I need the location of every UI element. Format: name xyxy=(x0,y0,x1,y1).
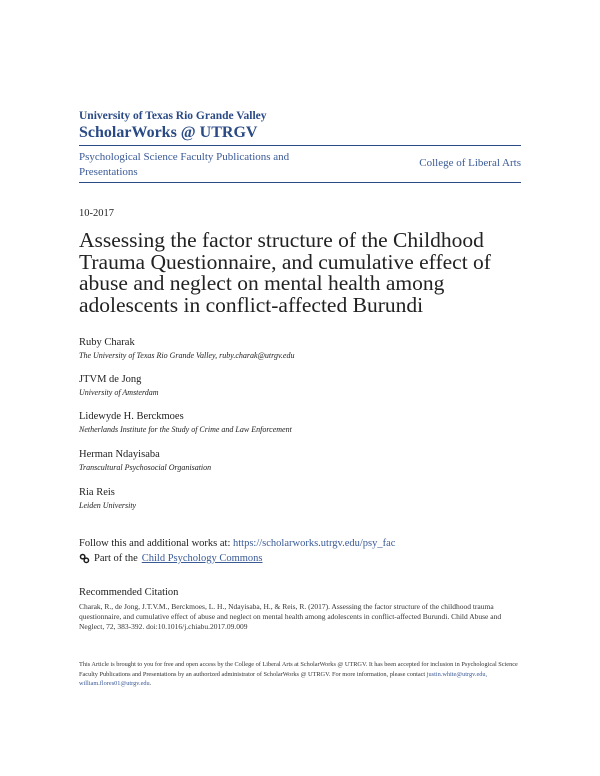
divider-top xyxy=(79,145,521,146)
author-block xyxy=(79,486,136,511)
collection-link-left[interactable]: Psychological Science Faculty Publications and Presentations xyxy=(79,151,290,178)
institution-header xyxy=(79,110,267,142)
commons-link[interactable]: Child Psychology Commons xyxy=(141,553,263,564)
divider-bottom xyxy=(79,182,521,183)
follow-line xyxy=(79,538,395,549)
follow-text: Follow this and additional works at: xyxy=(79,538,233,549)
author-affiliation: The University of Texas Rio Grande Valley, ruby.charak@utrgv.edu xyxy=(79,351,295,360)
author-affiliation: University of Amsterdam xyxy=(79,388,159,397)
author-affiliation: Leiden University xyxy=(79,501,137,510)
footer-end: . xyxy=(149,680,152,687)
repository-name-link[interactable]: ScholarWorks @ UTRGV xyxy=(79,124,258,141)
contact-email-link[interactable]: justin.white@utrgv.edu, william.flores01@utrgv.edu xyxy=(79,670,488,687)
author-block xyxy=(79,410,292,435)
recommended-citation-text: Charak, R., de Jong, J.T.V.M., Berckmoes, L. H., Ndayisaba, H., & Reis, R. (2017). Assessing the factor structure of the childhood trauma questionnaire, and cumulative effect of abuse and neglect on mental health among adolescents in conflict-affected Burundi. Child Abuse and Neglect, 72, 383-392. doi:10.1016/j.chiabu.2017.09.009 xyxy=(79,602,502,631)
author-name[interactable]: Herman Ndayisaba xyxy=(79,449,160,460)
bepress-network-icon xyxy=(79,553,90,564)
author-block xyxy=(79,336,294,361)
part-of-prefix: Part of the xyxy=(94,553,138,564)
author-affiliation: Transcultural Psychosocial Organisation xyxy=(79,463,212,472)
publication-date: 10-2017 xyxy=(79,208,114,219)
collection-url-link[interactable]: https://scholarworks.utrgv.edu/psy_fac xyxy=(233,538,396,549)
author-block xyxy=(79,448,211,473)
footer-text: This Article is brought to you for free and open access by the College of Liberal Arts at ScholarWorks @ UTRGV. It has been accepted for inclusion in Psychological Science Faculty Publications and Presentations by an authorized administrator of ScholarWorks @ UTRGV. For more information, please contact xyxy=(79,661,518,678)
footer-notice xyxy=(79,660,529,689)
author-block xyxy=(79,373,159,398)
author-name[interactable]: Ria Reis xyxy=(79,487,115,498)
recommended-citation-heading: Recommended Citation xyxy=(79,587,179,598)
author-name[interactable]: JTVM de Jong xyxy=(79,374,142,385)
institution-name-link[interactable]: University of Texas Rio Grande Valley xyxy=(79,110,267,122)
collection-link-right[interactable]: College of Liberal Arts xyxy=(419,157,521,169)
author-name[interactable]: Lidewyde H. Berckmoes xyxy=(79,411,184,422)
article-title: Assessing the factor structure of the Childhood Trauma Questionnaire, and cumulative effect of abuse and neglect on mental health among adolescents in conflict-affected Burundi xyxy=(79,228,491,317)
author-name[interactable]: Ruby Charak xyxy=(79,337,135,348)
part-of-line xyxy=(79,553,263,564)
author-affiliation: Netherlands Institute for the Study of Crime and Law Enforcement xyxy=(79,425,292,434)
